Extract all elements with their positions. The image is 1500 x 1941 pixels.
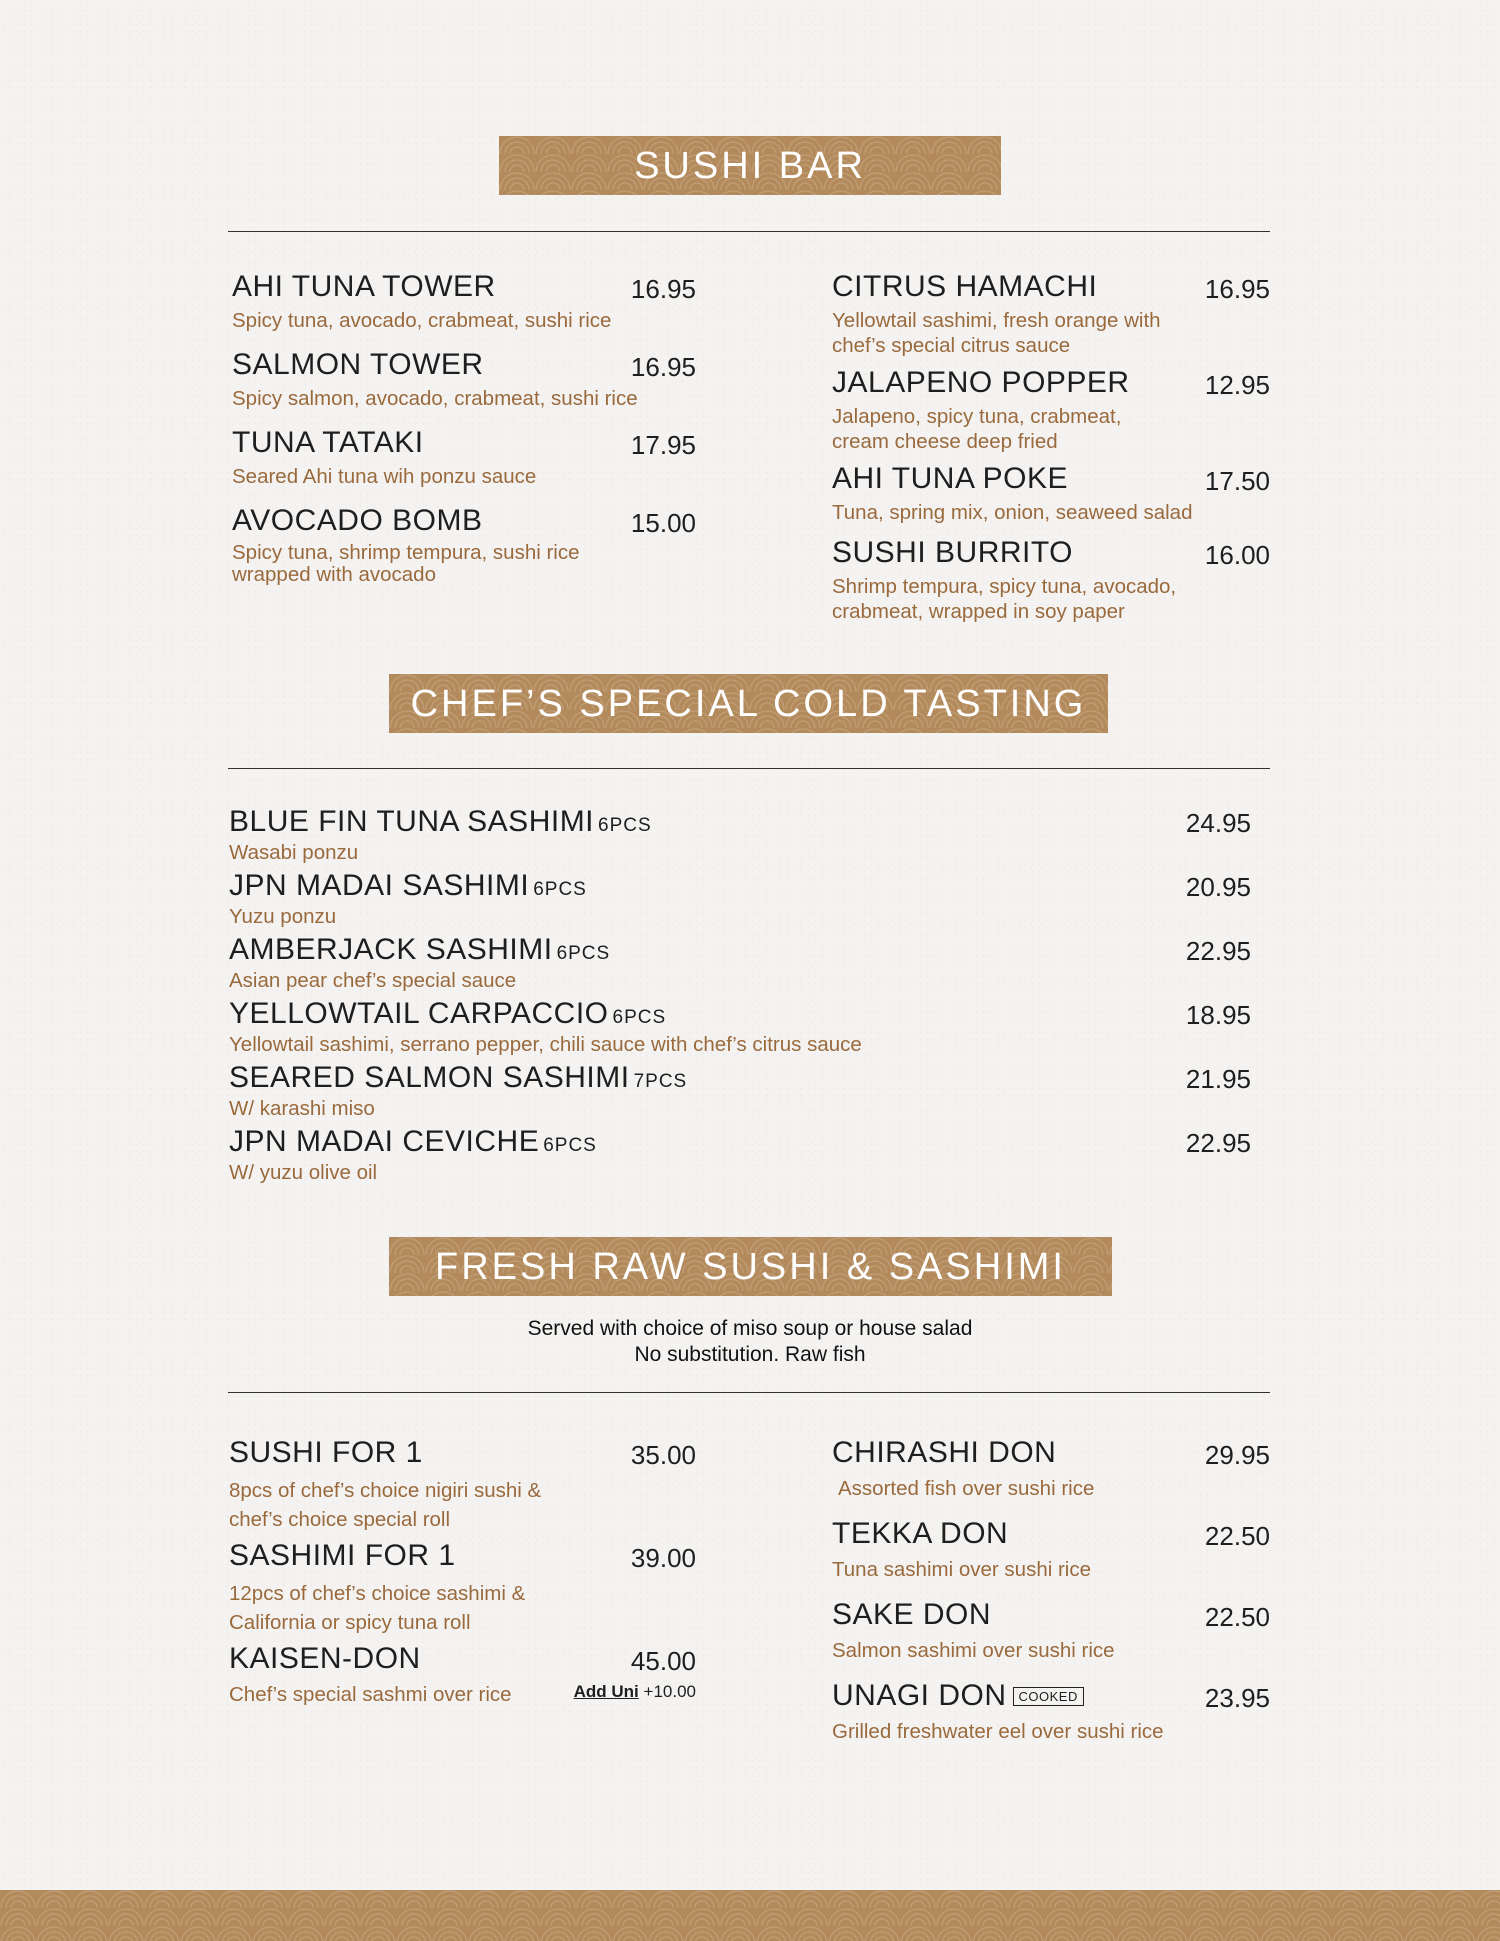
item-name-text: BLUE FIN TUNA SASHIMI [229, 805, 595, 838]
item-desc: W/ karashi miso [229, 1097, 375, 1120]
item-price: 22.95 [1185, 1128, 1251, 1158]
item-name: CHIRASHI DON [832, 1436, 1057, 1469]
item-price: 39.00 [630, 1543, 696, 1573]
menu-item [832, 270, 1161, 358]
section-title: CHEF’S SPECIAL COLD TASTING [410, 682, 1087, 725]
menu-item [229, 869, 587, 929]
item-name-text: AMBERJACK SASHIMI [229, 933, 553, 966]
section-banner-raw-sushi [389, 1237, 1112, 1296]
menu-item [229, 1436, 541, 1534]
item-price: 29.95 [1204, 1440, 1270, 1470]
item-price: 21.95 [1185, 1064, 1251, 1094]
item-price: 35.00 [630, 1440, 696, 1470]
item-desc: Jalapeno, spicy tuna, crabmeat, cream cheese deep fried [832, 405, 1122, 453]
divider [228, 231, 1270, 232]
cooked-badge: COOKED [1013, 1687, 1084, 1706]
item-name [229, 1125, 597, 1159]
item-price: 16.95 [630, 274, 696, 304]
menu-item [832, 462, 1192, 525]
item-desc: Yellowtail sashimi, serrano pepper, chili sauce with chef’s citrus sauce [229, 1033, 862, 1056]
menu-item [229, 1125, 597, 1185]
item-name: SUSHI FOR 1 [229, 1436, 423, 1469]
item-desc: Asian pear chef’s special sauce [229, 969, 517, 992]
item-name [229, 805, 652, 839]
menu-item [232, 348, 638, 411]
section-title: SUSHI BAR [634, 144, 866, 187]
item-desc: Spicy tuna, avocado, crabmeat, sushi rice [232, 309, 612, 332]
item-desc: Tuna, spring mix, onion, seaweed salad [832, 501, 1193, 524]
item-desc: Yuzu ponzu [229, 905, 337, 928]
menu-item [229, 1642, 512, 1707]
item-name: TUNA TATAKI [232, 426, 424, 459]
section-note-line2: No substitution. Raw fish [634, 1343, 866, 1366]
item-name: SUSHI BURRITO [832, 536, 1073, 569]
item-desc: Wasabi ponzu [229, 841, 359, 864]
item-name: AVOCADO BOMB [232, 504, 483, 537]
item-name-text: SEARED SALMON SASHIMI [229, 1061, 630, 1094]
item-price: 24.95 [1185, 808, 1251, 838]
item-price: 22.95 [1185, 936, 1251, 966]
item-desc: Assorted fish over sushi rice [838, 1477, 1095, 1500]
item-desc: Spicy tuna, shrimp tempura, sushi rice wrapped with avocado [232, 541, 580, 586]
item-name: JALAPENO POPPER [832, 366, 1130, 399]
item-price: 15.00 [630, 508, 696, 538]
menu-item [832, 366, 1130, 454]
item-price: 23.95 [1204, 1683, 1270, 1713]
item-name: CITRUS HAMACHI [832, 270, 1098, 303]
item-price: 18.95 [1185, 1000, 1251, 1030]
item-name-text: UNAGI DON [832, 1679, 1007, 1712]
item-desc: W/ yuzu olive oil [229, 1161, 378, 1184]
item-desc: Salmon sashimi over sushi rice [832, 1639, 1115, 1662]
item-desc: Seared Ahi tuna wih ponzu sauce [232, 465, 537, 488]
section-title: FRESH RAW SUSHI & SASHIMI [435, 1245, 1066, 1288]
item-pieces: 6PCS [598, 815, 652, 836]
menu-item [832, 536, 1176, 624]
item-desc: Spicy salmon, avocado, crabmeat, sushi rice [232, 387, 638, 410]
menu-item [232, 426, 536, 489]
section-banner-cold-tasting [389, 674, 1108, 733]
item-price: 12.95 [1204, 370, 1270, 400]
item-price: 17.50 [1204, 466, 1270, 496]
item-pieces: 6PCS [612, 1007, 667, 1028]
menu-item [832, 1436, 1094, 1501]
item-desc: 12pcs of chef’s choice sashimi & California or spicy tuna roll [229, 1582, 526, 1634]
item-name: AHI TUNA POKE [832, 462, 1069, 495]
menu-item [232, 504, 580, 586]
item-desc: 8pcs of chef’s choice nigiri sushi & chef’s choice special roll [229, 1479, 542, 1531]
menu-item [832, 1679, 1164, 1744]
add-uni-option [574, 1682, 696, 1702]
item-price: 17.95 [630, 430, 696, 460]
item-name-text: JPN MADAI CEVICHE [229, 1125, 540, 1158]
section-note-line1: Served with choice of miso soup or house salad [527, 1317, 973, 1340]
item-pieces: 6PCS [533, 879, 587, 900]
item-pieces: 6PCS [556, 943, 611, 964]
item-desc: Chef’s special sashmi over rice [229, 1683, 512, 1706]
item-name-text: YELLOWTAIL CARPACCIO [229, 997, 609, 1030]
footer-wave-pattern [0, 1890, 1500, 1941]
item-price: 16.95 [630, 352, 696, 382]
item-desc: Shrimp tempura, spicy tuna, avocado, crabmeat, wrapped in soy paper [832, 575, 1177, 623]
item-name [832, 1679, 1164, 1713]
item-price: 45.00 [630, 1646, 696, 1676]
menu-item [229, 1061, 687, 1121]
item-name [229, 1061, 687, 1095]
section-banner-sushi-bar [499, 136, 1001, 195]
item-name: SAKE DON [832, 1598, 992, 1631]
item-desc: Yellowtail sashimi, fresh orange with chef’s special citrus sauce [832, 309, 1161, 357]
menu-item [229, 933, 610, 993]
item-pieces: 6PCS [543, 1135, 597, 1156]
item-desc: Tuna sashimi over sushi rice [832, 1558, 1092, 1581]
item-name: KAISEN-DON [229, 1642, 421, 1675]
item-price: 16.00 [1204, 540, 1270, 570]
item-price: 22.50 [1204, 1602, 1270, 1632]
menu-item [229, 805, 652, 865]
item-price: 20.95 [1185, 872, 1251, 902]
divider [228, 768, 1270, 769]
item-name: AHI TUNA TOWER [232, 270, 496, 303]
divider [228, 1392, 1270, 1393]
item-name: SASHIMI FOR 1 [229, 1539, 456, 1572]
item-name: SALMON TOWER [232, 348, 484, 381]
item-name-text: JPN MADAI SASHIMI [229, 869, 530, 902]
item-name [229, 997, 862, 1031]
item-name [229, 933, 610, 967]
menu-item [832, 1598, 1115, 1663]
addon-price: +10.00 [643, 1682, 696, 1701]
item-name [229, 869, 587, 903]
item-pieces: 7PCS [633, 1071, 688, 1092]
item-price: 22.50 [1204, 1521, 1270, 1551]
menu-item [229, 1539, 525, 1637]
item-desc: Grilled freshwater eel over sushi rice [832, 1720, 1164, 1743]
menu-item [232, 270, 611, 333]
item-price: 16.95 [1204, 274, 1270, 304]
addon-label: Add Uni [573, 1682, 639, 1701]
item-name: TEKKA DON [832, 1517, 1009, 1550]
menu-item [832, 1517, 1091, 1582]
menu-item [229, 997, 862, 1057]
